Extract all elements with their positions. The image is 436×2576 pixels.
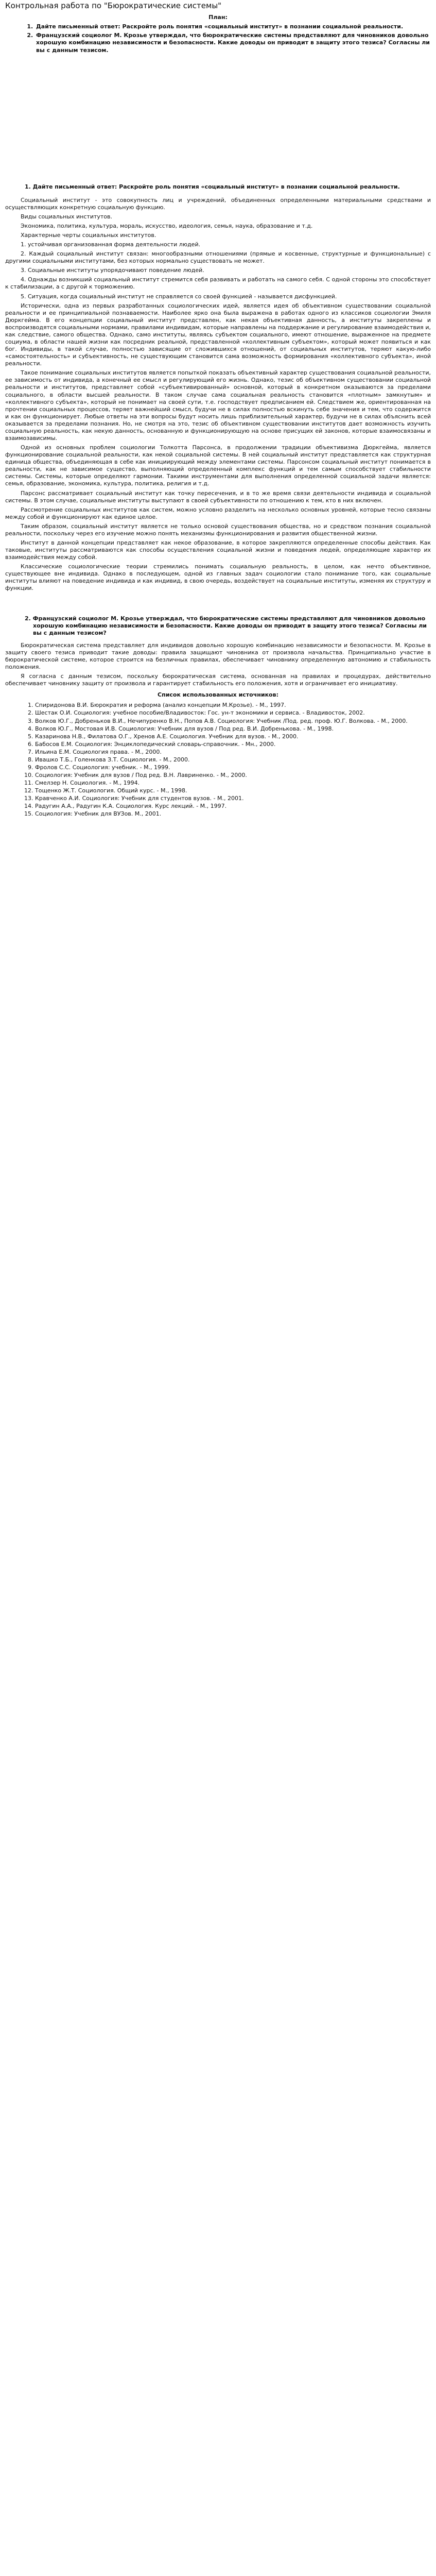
plan-item: 1. Дайте письменный ответ: Раскройте роль понятия «социальный институт» в познании социальной реальности. [35,23,431,30]
paragraph: Бюрократическая система представляет для индивидов довольно хорошую комбинацию независимости и безопасности. М. Крозье в защиту своего тезиса приводит такие доводы: правила защищают чиновника от произвола начальства. Принципиально участие в бюрократической системе, которое строится на безличных правилах, обеспечивает чиновнику определенную автономию и стабильность положения. [5,641,431,671]
sources-list [5,702,431,818]
paragraph: 5. Ситуация, когда социальный институт не справляется со своей функцией - называется дисфункцией. [21,293,337,300]
section1-body [5,197,431,592]
sources-heading: Список использованных источников: [158,691,278,699]
source-item: 4. Волков Ю.Г., Мостовая И.В. Социология: Учебник для вузов / Под ред. В.И. Добренькова. - М., 1998. [35,725,431,733]
paragraph: Экономика, политика, культура, мораль, искусство, идеология, семья, наука, образование и т.д. [21,222,313,229]
spacer [5,637,431,642]
source-item: 15. Социология: Учебник для ВУЗов. М., 2001. [35,810,431,818]
source-item: 10. Социология: Учебник для вузов / Под ред. В.Н. Лавриненко. - М., 2000. [35,772,431,779]
plan-label: План: [208,14,228,21]
paragraph: Такое понимание социальных институтов является попыткой показать объективный характер существования социальной реальности, ее зависимость от индивида, а конечный ее смысл и регулирующий его жизнь. Однако, тезис об объективном существовании социальной реальности и институтов, представляет собой «субъективированный» основной, который в конкретном оказываются за пределами социального, в области высшей реальности. В таком случае сама социальная реальность становится «плотным» замкнутым» и «коллективного субъекта», который не понимает на своей сути, т.е. господствует предписанием ей. Следствием же, ориентированная на прочтении социальных процессов, теряет важнейший смысл, будучи не в силах полностью вскинуть себе значения и тем, что содержится и как он функционирует. Любые ответы на эти вопросы будут носить лишь приблизительный характер, будучи не в силах объяснить всей оказывается за пределами познания. Но, не смотря на это, тезис об объективном существовании институтов дает возможность изучить социальную реальность, как некую данность, основанную и функционирующую на основе присущих ей законов, которые взаимосвязаны и взаимозависимы. [5,369,431,442]
plan-list [5,23,431,54]
paragraph: Я согласна с данным тезисом, поскольку бюрократическая система, основанная на правилах и процедурах, действительно обеспечивает чиновнику защиту от произвола и гарантирует стабильность его положения, хотя и ограничивает его инициативу. [5,673,431,687]
paragraph: Характерные черты социальных институтов. [21,231,156,239]
section1-heading: 1. Дайте письменный ответ: Раскройте роль понятия «социальный институт» в познании социальной реальности. [25,183,400,190]
source-item: 6. Бабосов Е.М. Социология: Энциклопедический словарь-справочник. - Мн., 2000. [35,741,431,748]
plan-item: 2. Французский социолог М. Крозье утверждал, что бюрократические системы представляют для чиновников довольно хорошую комбинацию независимости и безопасности. Какие доводы он приводит в защиту этого тезиса? Согласны ли вы с данным тезисом. [35,32,431,54]
source-item: 13. Кравченко А.И. Социология: Учебник для студентов вузов. - М., 2001. [35,795,431,802]
paragraph: Исторически, одна из первых разработанных социологических идей, является идея об объективном существовании социальной реальности и ее принципиальной познаваемости. Наиболее ярко она была выражена в работах одного из классиков социологии Эмиля Дюркгейма. В его концепции социальный институт представлен, как некая объективная данность, а институты закреплены и воспроизводятся социальными нормами, правилами индивидам, которые направлены на поддержание и регулирование взаимодействия и, как следствие, самого общества. Однако, само институты, являясь субъектом социального, имеют отношение, выраженное на предмете социума, в области нашей жизни как посредник реальной, представленной «коллективным субъектом», который может появиться и как бог. Индивиды, в такой случае, полностью зависящие от сложившихся отношений, от социальных институтов, теряют какую-либо «самостоятельность» и субъективность, не существующим становится сама возможность формирования «коллективного субъекта», иной реальности. [5,302,431,367]
source-item: 1. Спиридонова В.И. Бюрократия и реформа (анализ концепции М.Крозье). - М., 1997. [35,702,431,709]
source-item: 12. Тощенко Ж.Т. Социология. Общий курс. - М., 1998. [35,787,431,794]
source-item: 14. Радугин А.А., Радугин К.А. Социология. Курс лекций. - М., 1997. [35,803,431,810]
paragraph: Классические социологические теории стремились понимать социальную реальность, в целом, как нечто объективное, существующее вне индивида. Однако в последующем, одной из главных задач социологии стало понимание того, как социальные институты влияют на поведение индивида и как индивид, в свою очередь, воздействует на социальные институты, изменяя их структуру и функции. [5,563,431,592]
paragraph: Институт в данной концепции представляет как некое образование, в которое закрепляются определенные способы действия. Как таковые, институты рассматриваются как способы осуществления социальной жизни и поведения людей, определяющие характер их взаимодействия между собой. [5,539,431,561]
paragraph: Виды социальных институтов. [21,213,113,220]
source-item: 2. Шестак О.И. Социология: учебное пособие/Владивосток: Гос. ун-т экономики и сервиса. - Владивосток, 2002. [35,709,431,717]
source-item: 11. Смелзер Н. Социология. - М., 1994. [35,779,431,787]
paragraph: Парсонс рассматривает социальный институт как точку пересечения, и в то же время связи деятельности индивида и социальной системы. В этом случае, социальные институты выступают в своей субъективности по отношению к тем, кто в них включен. [5,489,431,504]
paragraph: 1. устойчивая организованная форма деятельности людей. [21,241,201,248]
paragraph: 3. Социальные институты упорядочивают поведение людей. [21,267,204,274]
source-item: 5. Казаринова Н.В., Филатова О.Г., Хренов А.Е. Социология. Учебник для вузов. - М., 2000. [35,733,431,740]
document-page [0,0,436,834]
paragraph: Таким образом, социальный институт является не только основой существования общества, но и средством познания социальной реальности, поскольку через его изучение можно понять механизмы функционирования и развития общественной жизни. [5,522,431,537]
document-title: Контрольная работа по "Бюрократические системы" [5,1,222,10]
source-item: 8. Ивашко Т.Б., Голенкова З.Т. Социология. - М., 2000. [35,756,431,764]
paragraph: Рассмотрение социальных институтов как систем, можно условно разделить на несколько основных уровней, которые тесно связаны между собой и функционируют как единое целое. [5,506,431,520]
paragraph: Социальный институт - это совокупность лиц и учреждений, объединенных определенными материальными средствами и осуществляющих конкретную социальную функцию. [5,196,431,211]
spacer [5,595,431,615]
paragraph: 2. Каждый социальный институт связан: многообразными отношениями (прямые и косвенные, структурные и функциональные) с другими социальными институтами, без которых нормально существовать не может. [5,250,431,265]
spacer [5,191,431,197]
source-item: 7. Ильина Е.М. Социология права. - М., 2000. [35,749,431,756]
source-item: 9. Фролов С.С. Социология: учебник. - М., 1999. [35,764,431,771]
paragraph: 4. Однажды возникший социальный институт стремится себя развивать и работать на самого себя. С одной стороны это способствует к стабилизации, а с другой к торможению. [5,276,431,291]
paragraph: Одной из основных проблем социологии Толкотта Парсонса, в продолжении традиции объективизма Дюркгейма, является функционирование социальной реальности, как некой социальной системы. В ней социальный институт представляется как структурная единица общества, объединяющая в себе как инициирующий между элементами системы. Парсонсом социальный институт понимается в реальности, как не зависимое существо, выполняющий определенный комплекс функций и тем самым способствует стабильности системы. Системы, которые определяют гармонии. Такими инструментами для выполнения определенной социальной задачи является: семья, образование, экономика, культура, политика, религия и т.д. [5,444,431,487]
spacer [5,56,431,183]
section2-body [5,642,431,687]
section2-heading: 2. Французский социолог М. Крозье утверждал, что бюрократические системы представляют для чиновников довольно хорошую комбинацию независимости и безопасности. Какие доводы он приводит в защиту этого тезиса? Согласны ли вы с данным тезисом? [25,615,427,636]
source-item: 3. Волков Ю.Г., Добреньков В.И., Нечипуренко В.Н., Попов А.В. Социология: Учебник /Под. ред. проф. Ю.Г. Волкова. - М., 2000. [35,718,431,725]
